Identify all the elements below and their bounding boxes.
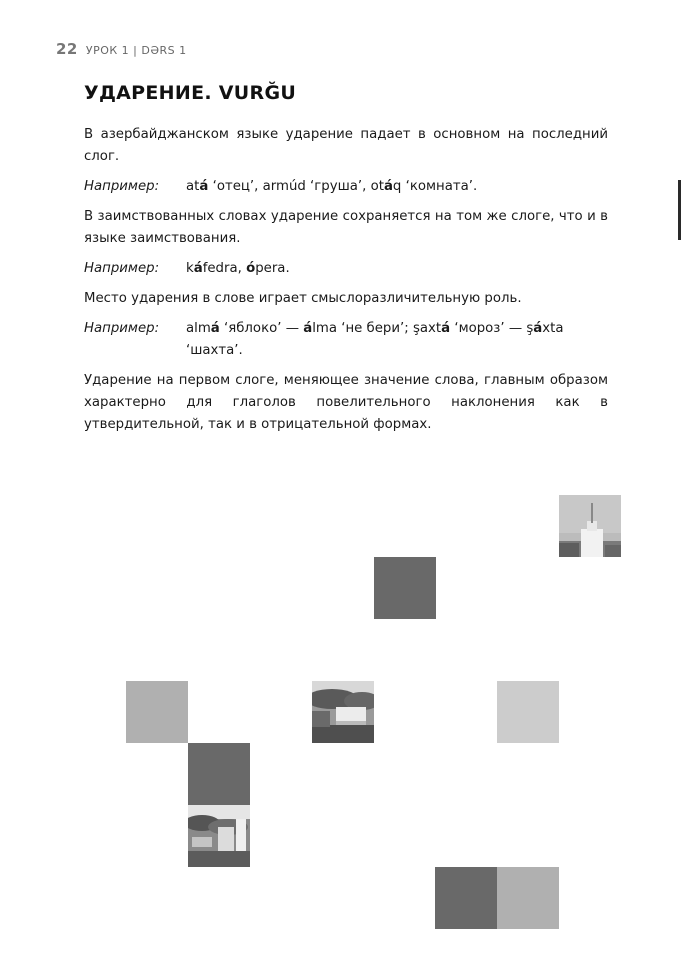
example-1 (84, 176, 608, 198)
gray-tile-mid-2 (497, 867, 559, 929)
gray-tile-mid-1 (126, 681, 188, 743)
example-3-words: almá ‘яблоко’ — álma ‘не бери’; şaxtá ‘мороз’ — şáxta ‘шахта’. (186, 321, 564, 358)
photo-tile-building (312, 681, 374, 743)
example-2-words: káfedra, ópera. (186, 261, 290, 276)
running-title: УРОК 1 | DƏRS 1 (85, 44, 187, 57)
gray-tile-dark-3 (435, 867, 497, 929)
gray-tile-dark-2 (188, 743, 250, 805)
example-3 (84, 318, 608, 362)
paragraph-4: Ударение на первом слоге, меняющее значение слова, главным образом характерно для глаголов повелительного наклонения как в утвердительной, так и в отрицательной формах. (84, 373, 608, 432)
section-title: УДАРЕНИЕ. VURĞU (84, 82, 297, 104)
example-label: Например: (84, 321, 160, 336)
example-label: Например: (84, 179, 160, 194)
example-1-words: atá ‘отец’, armúd ‘груша’, otáq ‘комната’. (186, 179, 478, 194)
paragraph-3: Место ударения в слове играет смыслоразличительную роль. (84, 291, 522, 306)
gray-tile-dark-1 (374, 557, 436, 619)
photo-tile-city (188, 805, 250, 867)
running-header (56, 40, 187, 58)
paragraph-1: В азербайджанском языке ударение падает в основном на последний слог. (84, 127, 608, 164)
example-2 (84, 258, 608, 280)
body-text (84, 124, 608, 444)
gray-tile-light-1 (497, 681, 559, 743)
example-label: Например: (84, 261, 160, 276)
photo-tile-tower (559, 495, 621, 557)
paragraph-2: В заимствованных словах ударение сохраняется на том же слоге, что и в языке заимствования. (84, 209, 608, 246)
page-number: 22 (56, 40, 78, 58)
